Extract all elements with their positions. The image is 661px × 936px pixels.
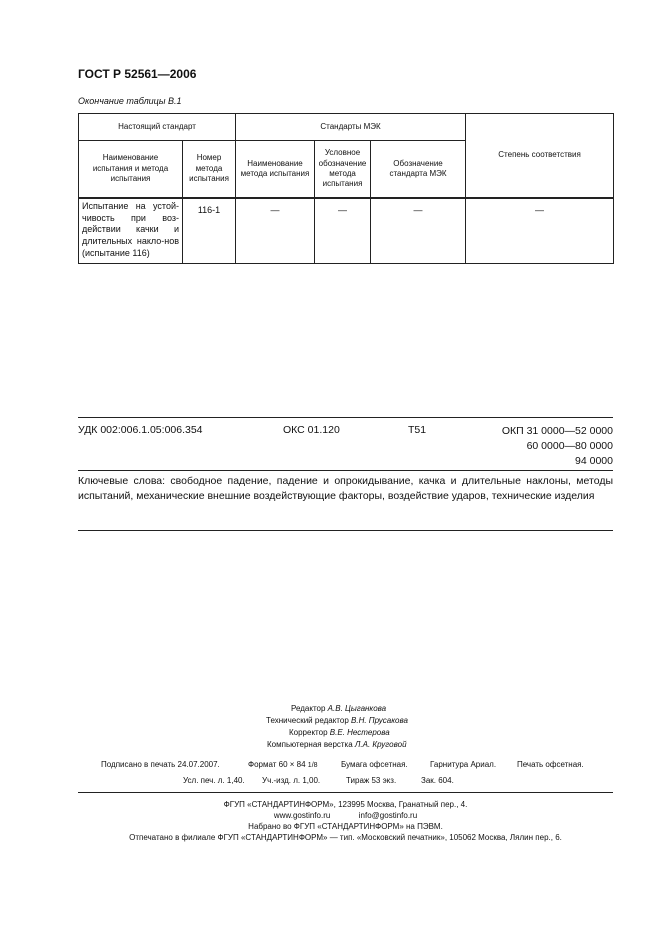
okp-line: ОКП 31 0000—52 0000 bbox=[501, 425, 613, 437]
okp-codes bbox=[491, 424, 613, 469]
header-test-name: Наименование испытания и метода испытания bbox=[79, 141, 183, 199]
table-caption: Окончание таблицы В.1 bbox=[78, 96, 182, 106]
header-iec-method-name: Наименование метода испытания bbox=[236, 141, 315, 199]
print-order: Зак. 604. bbox=[421, 776, 454, 785]
header-degree-of-compliance: Степень соответствия bbox=[466, 114, 614, 199]
publisher-contacts bbox=[78, 810, 613, 821]
publisher-address: ФГУП «СТАНДАРТИНФОРМ», 123995 Москва, Гранатный пер., 4. bbox=[223, 800, 468, 809]
publisher-email: info@gostinfo.ru bbox=[358, 811, 418, 820]
credit-editor: Редактор А.В. Цыганкова bbox=[291, 704, 387, 713]
header-method-number: Номер метода испытания bbox=[183, 141, 236, 199]
cell-test-name: Испытание на устой-чивость при воз-действии качки и длительных накло-нов (испытание 116) bbox=[79, 198, 183, 264]
divider-top bbox=[78, 417, 613, 418]
cell-method-number: 116-1 bbox=[183, 198, 236, 264]
document-id: ГОСТ Р 52561—2006 bbox=[78, 67, 197, 81]
okp-line: 94 0000 bbox=[575, 455, 613, 467]
credit-tech-editor: Технический редактор В.Н. Прусакова bbox=[266, 716, 408, 725]
okp-line: 60 0000—80 0000 bbox=[526, 440, 613, 452]
cell-iec-method-name: — bbox=[236, 198, 315, 264]
publisher-typeset: Набрано во ФГУП «СТАНДАРТИНФОРМ» на ПЭВМ. bbox=[248, 822, 443, 831]
print-method: Печать офсетная. bbox=[517, 760, 584, 769]
divider-middle bbox=[78, 470, 613, 471]
print-format: Формат 60 × 84 1/8 bbox=[248, 760, 318, 769]
header-iec-method-symbol: Условное обозначение метода испытания bbox=[315, 141, 371, 199]
cell-iec-standard-designation: — bbox=[371, 198, 466, 264]
header-current-standard: Настоящий стандарт bbox=[79, 114, 236, 141]
cell-degree-of-compliance: — bbox=[466, 198, 614, 264]
keywords bbox=[78, 474, 613, 504]
print-edition-sheets: Уч.-изд. л. 1,00. bbox=[262, 776, 321, 785]
divider-footer bbox=[78, 792, 613, 793]
oks-code: ОКС 01.120 bbox=[283, 424, 340, 436]
publisher-site: www.gostinfo.ru bbox=[273, 811, 331, 820]
credits bbox=[200, 703, 500, 751]
cell-iec-method-symbol: — bbox=[315, 198, 371, 264]
table-row bbox=[79, 198, 614, 264]
credit-layout: Компьютерная верстка Л.А. Круговой bbox=[267, 740, 407, 749]
compliance-table bbox=[78, 113, 614, 264]
print-circulation: Тираж 53 экз. bbox=[346, 776, 397, 785]
print-signed: Подписано в печать 24.07.2007. bbox=[101, 760, 220, 769]
credit-proofreader: Корректор В.Е. Нестерова bbox=[289, 728, 390, 737]
keywords-text: свободное падение, падение и опрокидывание, качка и длительные наклоны, методы испытаний, механические внешние воздействующие факторы, воздействие ударов, технические изделия bbox=[78, 475, 613, 502]
divider-bottom bbox=[78, 530, 613, 531]
publisher-info bbox=[78, 799, 613, 843]
print-sheets: Усл. печ. л. 1,40. bbox=[183, 776, 245, 785]
publisher-printed: Отпечатано в филиале ФГУП «СТАНДАРТИНФОРМ» — тип. «Московский печатник», 105062 Москва, Лялин пер., 6. bbox=[129, 833, 562, 842]
header-iec-standard-designation: Обозначение стандарта МЭК bbox=[371, 141, 466, 199]
header-iec-standards: Стандарты МЭК bbox=[236, 114, 466, 141]
keywords-label: Ключевые слова: bbox=[78, 475, 166, 487]
print-paper: Бумага офсетная. bbox=[341, 760, 408, 769]
udk-code: УДК 002:006.1.05:006.354 bbox=[78, 424, 203, 436]
print-font: Гарнитура Ариал. bbox=[430, 760, 497, 769]
group-code: Т51 bbox=[408, 424, 427, 436]
